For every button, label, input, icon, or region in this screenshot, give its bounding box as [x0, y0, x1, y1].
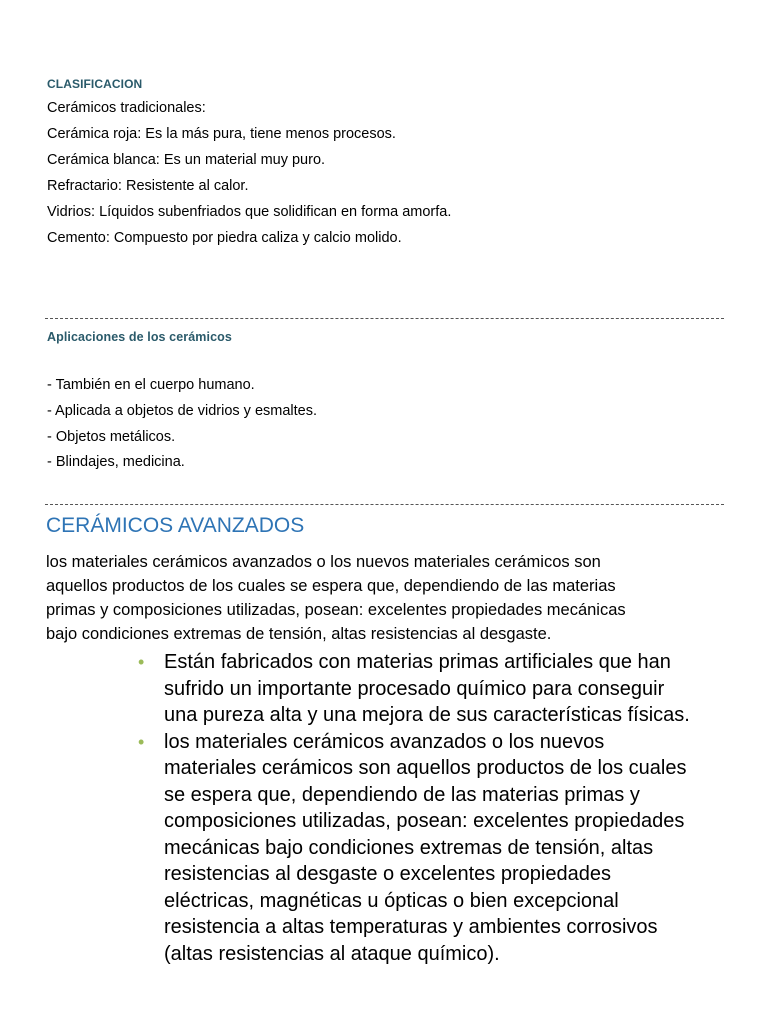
paragraph-line: aquellos productos de los cuales se espera que, dependiendo de las materias	[46, 577, 616, 595]
paragraph-line: bajo condiciones extremas de tensión, altas resistencias al desgaste.	[46, 625, 552, 643]
aplicaciones-line: - Aplicada a objetos de vidrios y esmaltes.	[47, 403, 317, 419]
bullet-line: (altas resistencias al ataque químico).	[164, 942, 500, 965]
bullet-line: una pureza alta y una mejora de sus características físicas.	[164, 704, 690, 726]
clasificacion-line: Refractario: Resistente al calor.	[47, 178, 249, 194]
bullet-dot-icon: •	[138, 731, 145, 752]
bullet-line: resistencias al desgaste o excelentes propiedades	[164, 863, 611, 885]
aplicaciones-line: - También en el cuerpo humano.	[47, 377, 255, 393]
dashed-divider	[45, 504, 724, 505]
clasificacion-line: Vidrios: Líquidos subenfriados que solidifican en forma amorfa.	[47, 204, 452, 220]
bullet-line: Están fabricados con materias primas artificiales que han	[164, 651, 671, 673]
bullet-line: se espera que, dependiendo de las materias primas y	[164, 783, 640, 806]
aplicaciones-line: - Objetos metálicos.	[47, 429, 176, 445]
bullet-line: resistencia a altas temperaturas y ambientes corrosivos	[164, 916, 658, 938]
bullet-line: eléctricas, magnéticas u ópticas o bien excepcional	[164, 889, 619, 912]
clasificacion-line: Cerámica blanca: Es un material muy puro.	[47, 152, 326, 168]
bullet-line: los materiales cerámicos avanzados o los nuevos	[164, 730, 605, 753]
avanzados-paragraph	[46, 550, 726, 646]
bullet-line: mecánicas bajo condiciones extremas de tensión, altas	[164, 836, 654, 859]
bullet-line: composiciones utilizadas, posean: excelentes propiedades	[164, 810, 685, 832]
bullet-dot-icon: •	[138, 652, 145, 672]
aplicaciones-line: - Blindajes, medicina.	[47, 454, 185, 470]
aplicaciones-heading: Aplicaciones de los cerámicos	[47, 330, 232, 344]
clasificacion-line: Cerámica roja: Es la más pura, tiene menos procesos.	[47, 126, 396, 142]
clasificacion-line: Cemento: Compuesto por piedra caliza y calcio molido.	[47, 230, 402, 246]
avanzados-heading: CERÁMICOS AVANZADOS	[46, 514, 305, 537]
clasificacion-line: Cerámicos tradicionales:	[47, 100, 206, 116]
paragraph-line: los materiales cerámicos avanzados o los nuevos materiales cerámicos son	[46, 553, 601, 571]
bullet-item	[138, 729, 738, 968]
bullet-item	[138, 649, 738, 729]
dashed-divider	[45, 318, 724, 319]
clasificacion-heading: CLASIFICACION	[47, 77, 143, 91]
paragraph-line: primas y composiciones utilizadas, posean: excelentes propiedades mecánicas	[46, 601, 626, 619]
bullet-line: sufrido un importante procesado químico para conseguir	[164, 677, 665, 700]
bullet-line: materiales cerámicos son aquellos productos de los cuales	[164, 757, 687, 779]
avanzados-bullet-list	[138, 649, 738, 967]
